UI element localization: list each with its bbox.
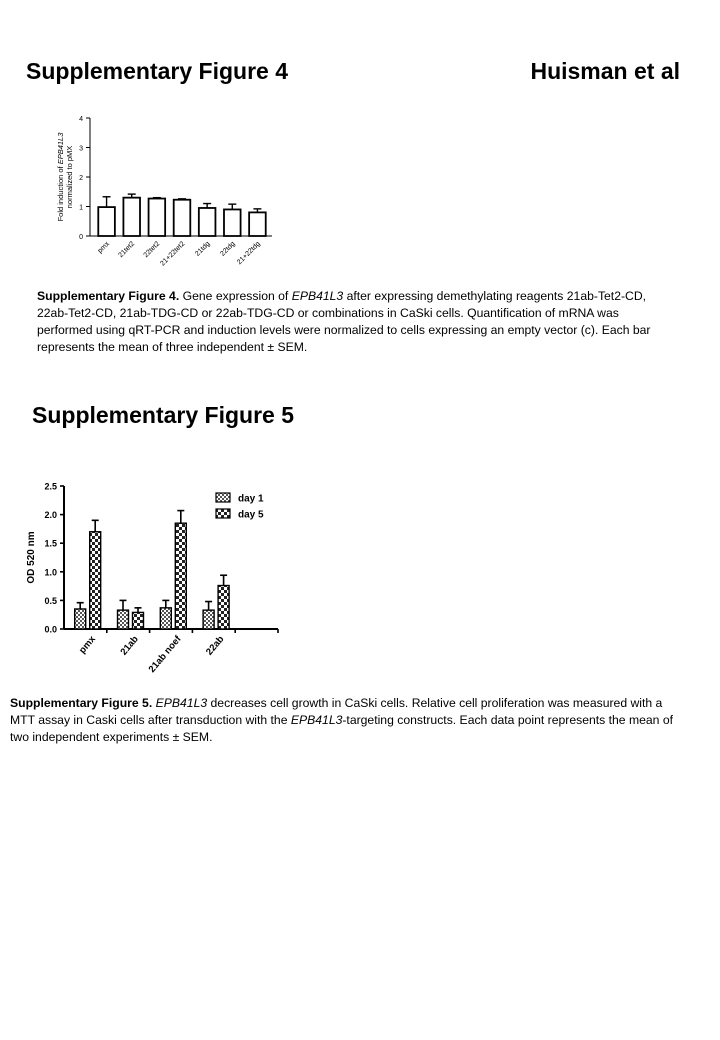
bar — [224, 209, 241, 236]
figure-5-caption-text-3: -targeting constructs. Each data point represents the mean of two independent experiments ± SEM. — [10, 713, 673, 744]
figure-4-caption-text: Gene expression of — [179, 289, 292, 303]
legend-swatch — [216, 509, 230, 518]
bar-day-5 — [218, 586, 229, 629]
figure-5-caption-gene: EPB41L3 — [155, 696, 208, 710]
figure-5-title: Supplementary Figure 5 — [32, 402, 295, 428]
bar-day-5 — [133, 612, 144, 629]
y-axis-label-prefix: Fold induction of — [56, 164, 65, 222]
bar — [149, 199, 166, 236]
y-tick-label: 1 — [79, 204, 83, 212]
bar-day-1 — [160, 608, 171, 629]
figure-5-caption-gene-2: EPB41L3 — [290, 713, 343, 727]
y-axis-label-gene: EPB41L3 — [56, 132, 65, 165]
legend-swatch — [216, 493, 230, 502]
bar — [199, 208, 216, 236]
y-tick-label: 2.0 — [44, 510, 57, 521]
figure-5-caption-text-2: decreases cell growth in CaSki cells. Relative cell proliferation was measured with a MTT assay in Caski cells after transduction with the — [10, 696, 663, 727]
x-tick-label: 21tdg — [194, 240, 212, 258]
y-axis-label-line-2: normalized to pMX — [65, 145, 74, 209]
x-tick-label: 21tet2 — [117, 240, 137, 260]
y-tick-label: 4 — [79, 116, 83, 123]
y-axis-label — [56, 132, 65, 222]
figure-5-caption — [10, 695, 690, 746]
figure-4-title: Supplementary Figure 4 — [26, 58, 289, 84]
legend-label: day 1 — [238, 493, 264, 505]
bar — [98, 207, 115, 236]
y-tick-label: 0.0 — [44, 624, 57, 635]
bar-day-1 — [118, 610, 129, 629]
x-tick-label: 22ab — [204, 633, 227, 658]
bar — [174, 200, 191, 236]
x-tick-label: 22tet2 — [142, 240, 162, 260]
y-tick-label: 1.5 — [44, 538, 57, 549]
figure-4-caption — [37, 288, 677, 356]
y-tick-label: 0 — [79, 234, 83, 241]
x-tick-label: 22tdg — [219, 240, 237, 258]
bar-day-1 — [203, 610, 214, 629]
figure-4-chart — [50, 108, 290, 280]
figure-5-chart — [20, 476, 300, 686]
x-tick-label: pmx — [96, 240, 111, 255]
bar-day-5 — [90, 532, 101, 629]
y-tick-label: 1.0 — [44, 567, 57, 578]
legend-label: day 5 — [238, 509, 264, 521]
authors-label: Huisman et al — [530, 58, 680, 84]
figure-4-caption-text-2: after expressing demethylating reagents 21ab-Tet2-CD, 22ab-Tet2-CD, 21ab-TDG-CD or 22ab-TDG-CD or combinations in CaSki cells. Quantification of mRNA was performed using qRT-PCR and induction levels were normalized to cells expressing an empty vector (c). Each bar represents the mean of three independent ± SEM. — [37, 289, 651, 354]
bar-day-5 — [175, 523, 186, 629]
bar-day-1 — [75, 609, 86, 629]
y-tick-label: 3 — [79, 145, 83, 153]
figure-4-caption-label: Supplementary Figure 4. — [37, 289, 180, 303]
bar — [123, 198, 140, 236]
y-tick-label: 0.5 — [44, 595, 57, 606]
x-tick-label: 21+22tet2 — [159, 240, 187, 268]
x-tick-label: 21ab noef — [146, 633, 184, 675]
x-tick-label: 21ab — [118, 633, 141, 658]
bar — [249, 212, 266, 236]
figure-5-caption-label: Supplementary Figure 5. — [10, 696, 153, 710]
x-tick-label: 21+22tdg — [236, 240, 262, 267]
y-tick-label: 2 — [79, 175, 83, 182]
figure-4-caption-gene: EPB41L3 — [291, 289, 344, 303]
y-tick-label: 2.5 — [44, 481, 57, 492]
y-axis-label: OD 520 nm — [26, 531, 37, 584]
x-tick-label: pmx — [77, 633, 98, 656]
